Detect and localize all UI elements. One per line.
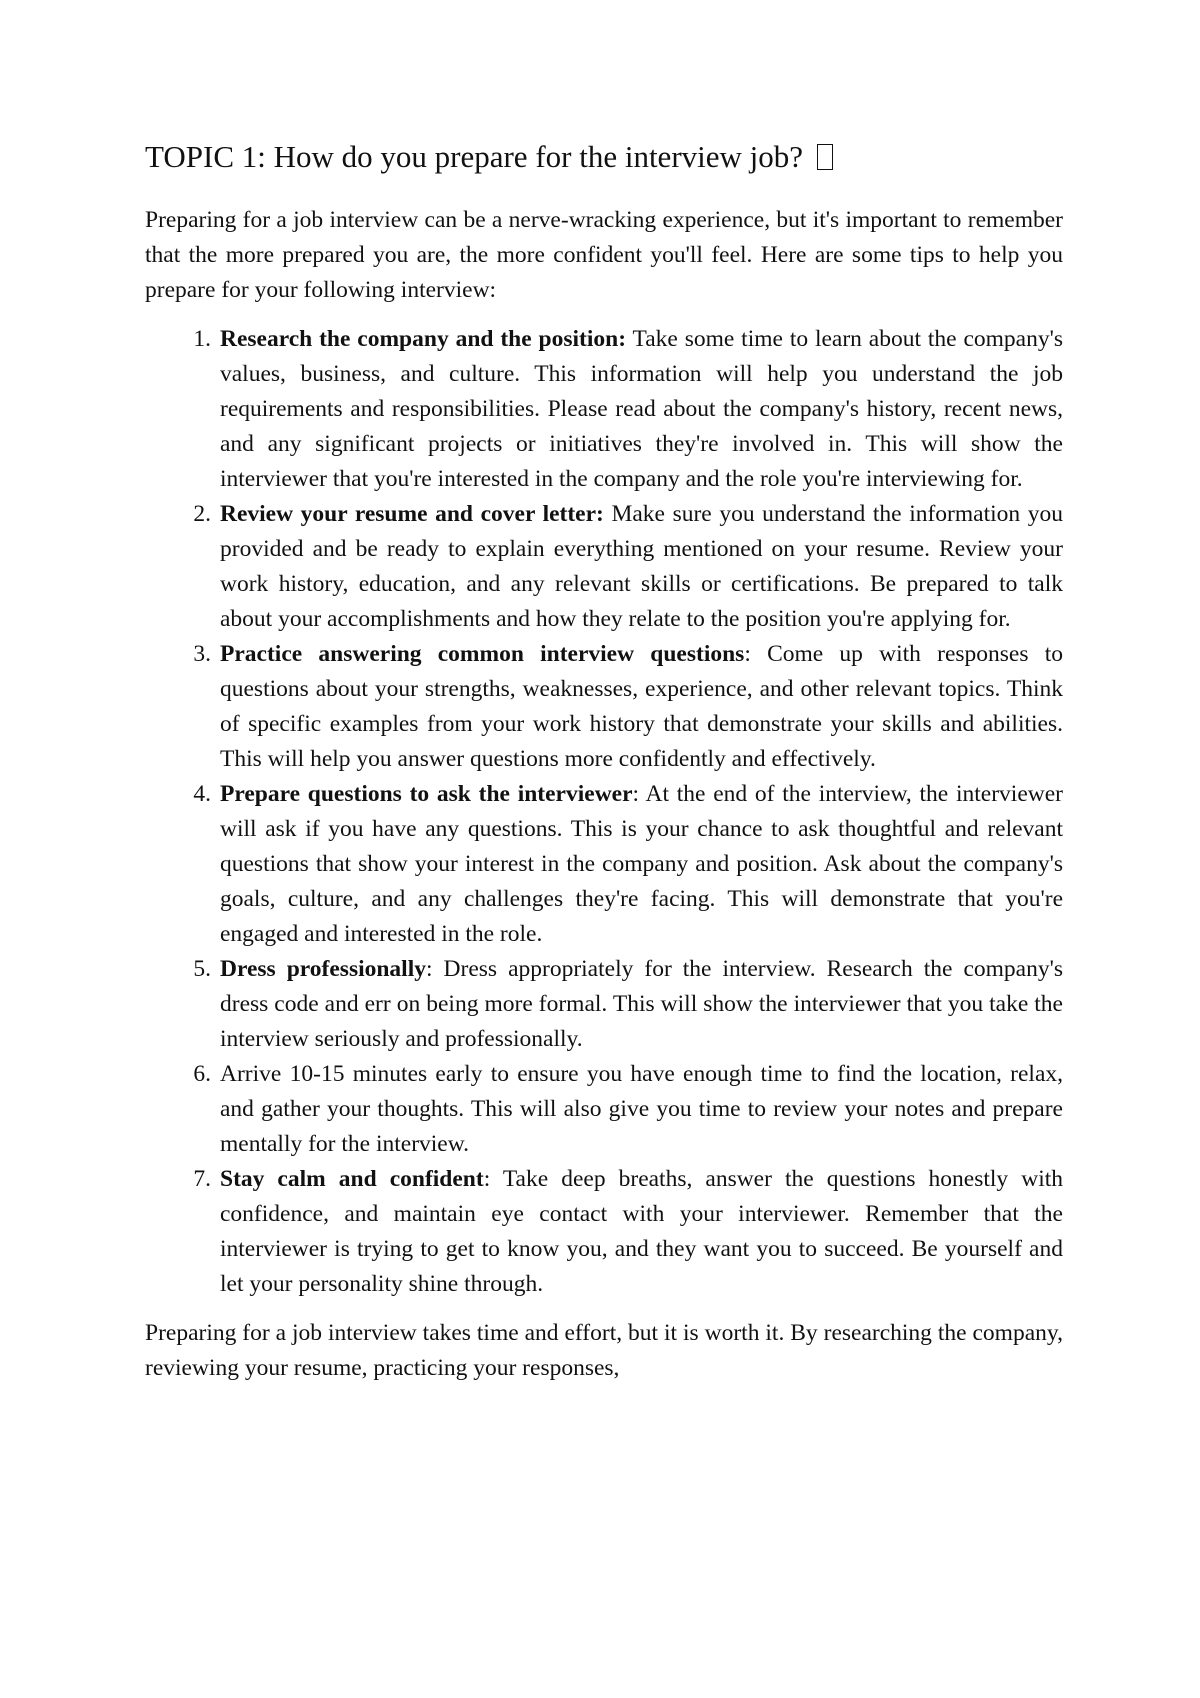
tip-heading: Dress professionally (220, 956, 426, 983)
missing-glyph-icon (817, 144, 833, 170)
tip-number: 5. (193, 956, 211, 983)
tip-number: 2. (193, 501, 211, 528)
tip-item-2 (145, 497, 1063, 637)
tip-heading: Review your resume and cover letter: (220, 501, 604, 528)
tip-text: : Dress appropriately for the interview. Research the company's dress code and err on being more formal. This will show the interviewer that you take the interview seriously and professionally. (220, 956, 1063, 1053)
tip-text: Take some time to learn about the company's values, business, and culture. This information will help you understand the job requirements and responsibilities. Please read about the company's history, recent news, and any significant projects or initiatives they're involved in. This will show the interviewer that you're interested in the company and the role you're interviewing for. (220, 326, 1063, 493)
tips-list (145, 322, 1063, 1302)
tip-heading: Prepare questions to ask the interviewer (220, 781, 633, 808)
tip-item-4 (145, 777, 1063, 952)
tip-heading: Research the company and the position: (220, 326, 627, 353)
tip-item-5 (145, 952, 1063, 1057)
tip-heading: Stay calm and confident (220, 1166, 484, 1193)
closing-paragraph: Preparing for a job interview takes time and effort, but it is worth it. By researching the company, reviewing your resume, practicing your responses, (145, 1320, 1063, 1382)
tip-item-1 (145, 322, 1063, 497)
tip-number: 3. (193, 641, 211, 668)
document-page (145, 138, 1063, 1386)
tip-item-6 (145, 1057, 1063, 1162)
tip-text: : At the end of the interview, the interviewer will ask if you have any questions. This is your chance to ask thoughtful and relevant questions that show your interest in the company and position. Ask about the company's goals, culture, and any challenges they're facing. This will demonstrate that you're engaged and interested in the role. (220, 781, 1063, 948)
tip-heading: Practice answering common interview questions (220, 641, 745, 668)
page-title (145, 138, 1063, 175)
tip-item-7 (145, 1162, 1063, 1302)
tip-text: : Come up with responses to questions about your strengths, weaknesses, experience, and other relevant topics. Think of specific examples from your work history that demonstrate your skills and abilities. This will help you answer questions more confidently and effectively. (220, 641, 1064, 773)
tip-text: Make sure you understand the information you provided and be ready to explain everything mentioned on your resume. Review your work history, education, and any relevant skills or certifications. Be prepared to talk about your accomplishments and how they relate to the position you're applying for. (220, 501, 1063, 633)
tip-number: 1. (193, 326, 211, 353)
tip-number: 6. (193, 1061, 211, 1088)
tip-number: 7. (193, 1166, 211, 1193)
tip-number: 4. (193, 781, 211, 808)
page-title-text: TOPIC 1: How do you prepare for the interview job? (145, 139, 804, 174)
intro-paragraph: Preparing for a job interview can be a nerve-wracking experience, but it's important to remember that the more prepared you are, the more confident you'll feel. Here are some tips to help you prepare for your following interview: (145, 207, 1063, 304)
tip-text: : Take deep breaths, answer the questions honestly with confidence, and maintain eye contact with your interviewer. Remember that the interviewer is trying to get to know you, and they want you to succeed. Be yourself and let your personality shine through. (220, 1166, 1064, 1298)
tip-text: Arrive 10-15 minutes early to ensure you have enough time to find the location, relax, and gather your thoughts. This will also give you time to review your notes and prepare mentally for the interview. (220, 1061, 1063, 1158)
tip-item-3 (145, 637, 1063, 777)
